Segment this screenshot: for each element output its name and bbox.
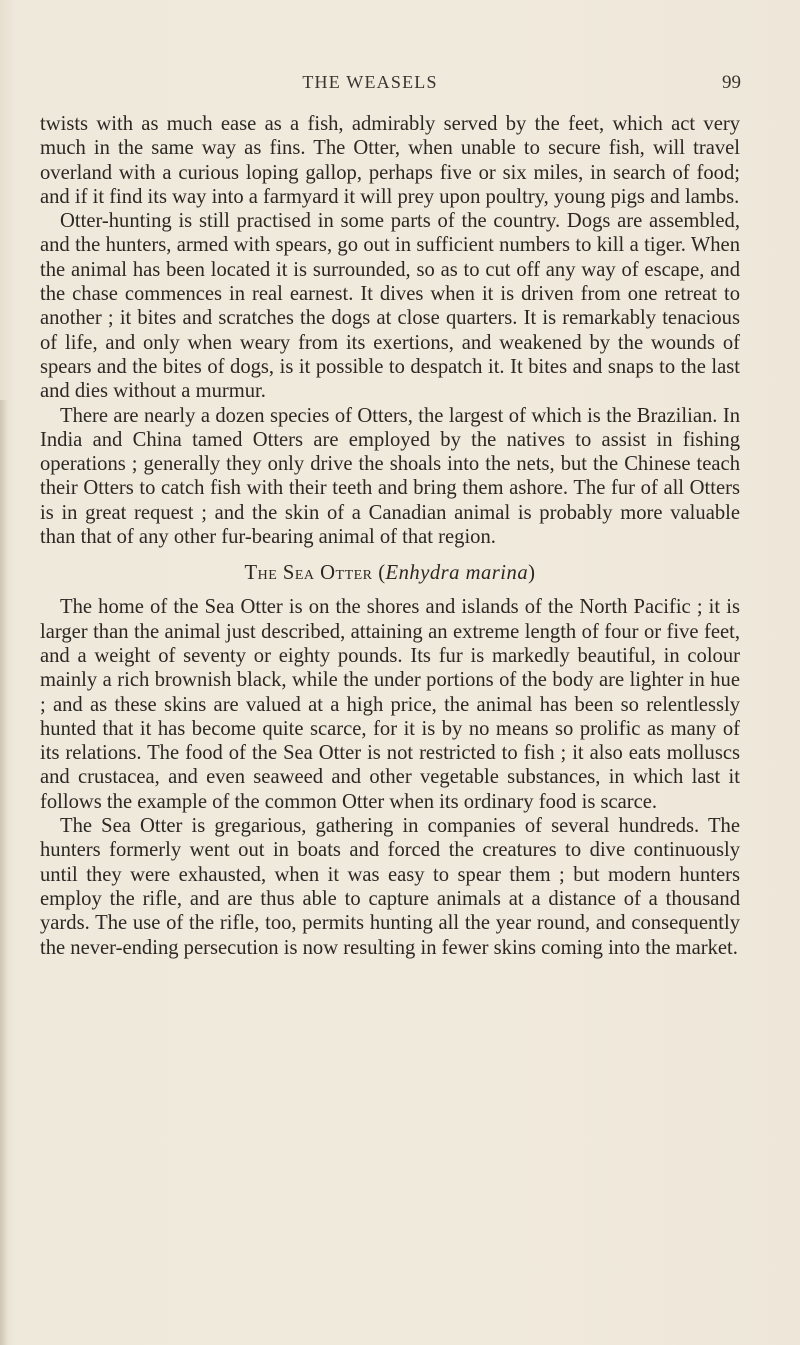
- paragraph-sea-otter-hunting: The Sea Otter is gregarious, gathering in companies of several hundreds. The hunters formerly went out in boats and forced the creatures to dive continuously until they were exhausted, when it was easy to spear them ; but modern hunters employ the rifle, and are thus able to capture animals at a distance of a thousand yards. The use of the rifle, too, permits hunting all the year round, and consequently the never-ending persecution is now resulting in fewer skins coming into the market.: [40, 815, 740, 959]
- section-heading-latin-name: Enhydra marina: [385, 562, 529, 585]
- paragraph-otter-travel: twists with as much ease as a fish, admirably served by the feet, which act very much in the same way as fins. The Otter, when unable to secure fish, will travel overland with a curious loping gallop, perhaps five or six miles, in search of food; and if it find its way into a farmyard it will prey upon poultry, young pigs and lambs.: [40, 113, 740, 208]
- paragraph-otter-hunting: Otter-hunting is still practised in some parts of the country. Dogs are assembled, and the hunters, armed with spears, go out in sufficient numbers to kill a tiger. When the animal has been located it is surrounded, so as to cut off any way of escape, and the chase commences in real earnest. It dives when it is driven from one retreat to another ; it bites and scratches the dogs at close quarters. It is remarkably tenacious of life, and only when weary from its exertions, and weakened by the wounds of spears and the bites of dogs, is it possible to despatch it. It bites and snaps to the last and dies without a murmur.: [40, 210, 740, 403]
- gutter-shadow: [0, 400, 8, 1345]
- page-number: 99: [722, 72, 741, 93]
- paragraph-sea-otter-home: The home of the Sea Otter is on the shores and islands of the North Pacific ; it is larger than the animal just described, attaining an extreme length of four or five feet, and a weight of seventy or eighty pounds. Its fur is markedly beautiful, in colour mainly a rich brownish black, while the under portions of the body are lighter in hue ; and as these skins are valued at a high price, the animal has been so relentlessly hunted that it has become quite scarce, for it is by no means so prolific as many of its relations. The food of the Sea Otter is not restricted to fish ; it also eats molluscs and crustacea, and even seaweed and other vegetable substances, in which last it follows the example of the common Otter when its ordinary food is scarce.: [40, 596, 740, 813]
- running-head: [0, 72, 800, 102]
- section-heading-title: The Sea Otter: [244, 562, 373, 585]
- running-title: THE WEASELS: [302, 72, 438, 92]
- paragraph-otter-species: There are nearly a dozen species of Otters, the largest of which is the Brazilian. In India and China tamed Otters are employed by the natives to assist in fishing operations ; generally they only drive the shoals into the nets, but the Chinese teach their Otters to catch fish with their teeth and bring them ashore. The fur of all Otters is in great request ; and the skin of a Canadian animal is probably more valuable than that of any other fur-bearing animal of that region.: [40, 404, 740, 549]
- section-heading-paren-open: (: [378, 562, 386, 585]
- section-heading: [40, 561, 740, 585]
- body-text: [40, 112, 740, 960]
- section-heading-paren-close: ): [528, 562, 536, 585]
